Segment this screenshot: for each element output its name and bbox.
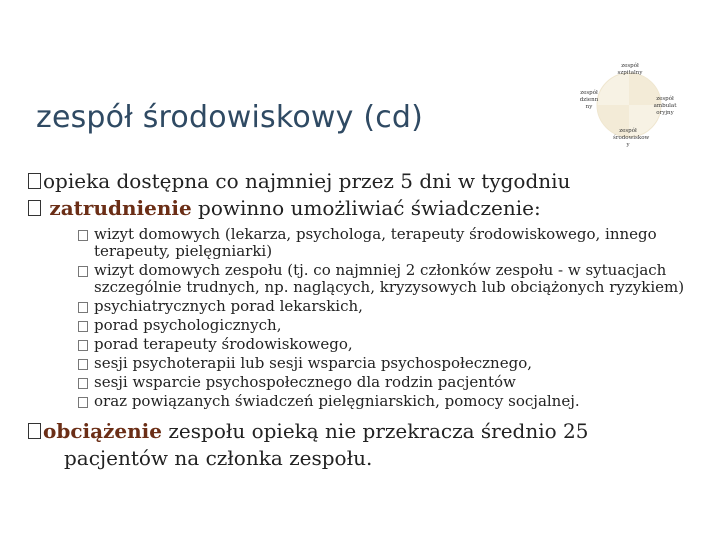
- list-item: [28, 298, 708, 315]
- list-item: [28, 262, 708, 296]
- list-item-text: psychiatrycznych porad lekarskich,: [94, 297, 363, 315]
- list-item: [28, 393, 708, 410]
- diagram-label-top: zespół szpitalny: [617, 63, 643, 76]
- point3-accent: obciążenie: [43, 419, 163, 443]
- bullet-icon: [78, 337, 89, 349]
- bullet-icon: [78, 356, 89, 368]
- list-item-text: oraz powiązanych świadczeń pielęgniarskich, pomocy socjalnej.: [94, 392, 580, 410]
- bullet-icon: [78, 318, 89, 330]
- diagram-label-left: zespół dzienn ny: [579, 90, 599, 110]
- point2-accent: zatrudnienie: [49, 196, 192, 220]
- slide-title: zespół środowiskowy (cd): [36, 100, 424, 135]
- bullet-icon: [28, 200, 41, 216]
- bullet-icon: [78, 299, 89, 311]
- list-item: [28, 226, 708, 260]
- bullet-icon: [78, 227, 89, 239]
- point1-text: opieka dostępna co najmniej przez 5 dni w tygodniu: [43, 169, 571, 193]
- bullet-point-2: [28, 195, 708, 222]
- list-item-text: porad psychologicznych,: [94, 316, 282, 334]
- list-item-text: wizyt domowych zespołu (tj. co najmniej 2 członków zespołu - w sytuacjach szczególnie trudnych, np. naglących, kryzysowych lub obciążonych ryzykiem): [94, 261, 685, 296]
- point3-continuation: pacjentów na członka zespołu.: [64, 446, 373, 470]
- point2-text: powinno umożliwiać świadczenie:: [191, 196, 541, 220]
- bullet-icon: [78, 375, 89, 387]
- bullet-point-1: [28, 168, 708, 195]
- team-cycle-diagram: [555, 55, 705, 165]
- point3-text: zespołu opieką nie przekracza średnio 25: [162, 419, 589, 443]
- list-item: [28, 336, 708, 353]
- bullet-icon: [28, 173, 41, 189]
- list-item-text: sesji psychoterapii lub sesji wsparcia psychospołecznego,: [94, 354, 532, 372]
- bullet-icon: [78, 263, 89, 275]
- bullet-icon: [78, 394, 89, 406]
- list-item-text: sesji wsparcie psychospołecznego dla rodzin pacjentów: [94, 373, 516, 391]
- list-item-text: wizyt domowych (lekarza, psychologa, terapeuty środowiskowego, innego terapeuty, pielęgniarki): [94, 225, 657, 260]
- list-item: [28, 317, 708, 334]
- bullet-point-3: [28, 418, 708, 445]
- list-item-text: porad terapeuty środowiskowego,: [94, 335, 353, 353]
- diagram-label-bottom: zespół środowiskow y: [613, 128, 650, 148]
- list-item: [28, 374, 708, 391]
- point2-sublist: [28, 226, 708, 410]
- bullet-icon: [28, 423, 41, 439]
- slide-content: [28, 168, 708, 472]
- list-item: [28, 355, 708, 372]
- diagram-label-right: zespół ambulat oryjny: [653, 96, 677, 116]
